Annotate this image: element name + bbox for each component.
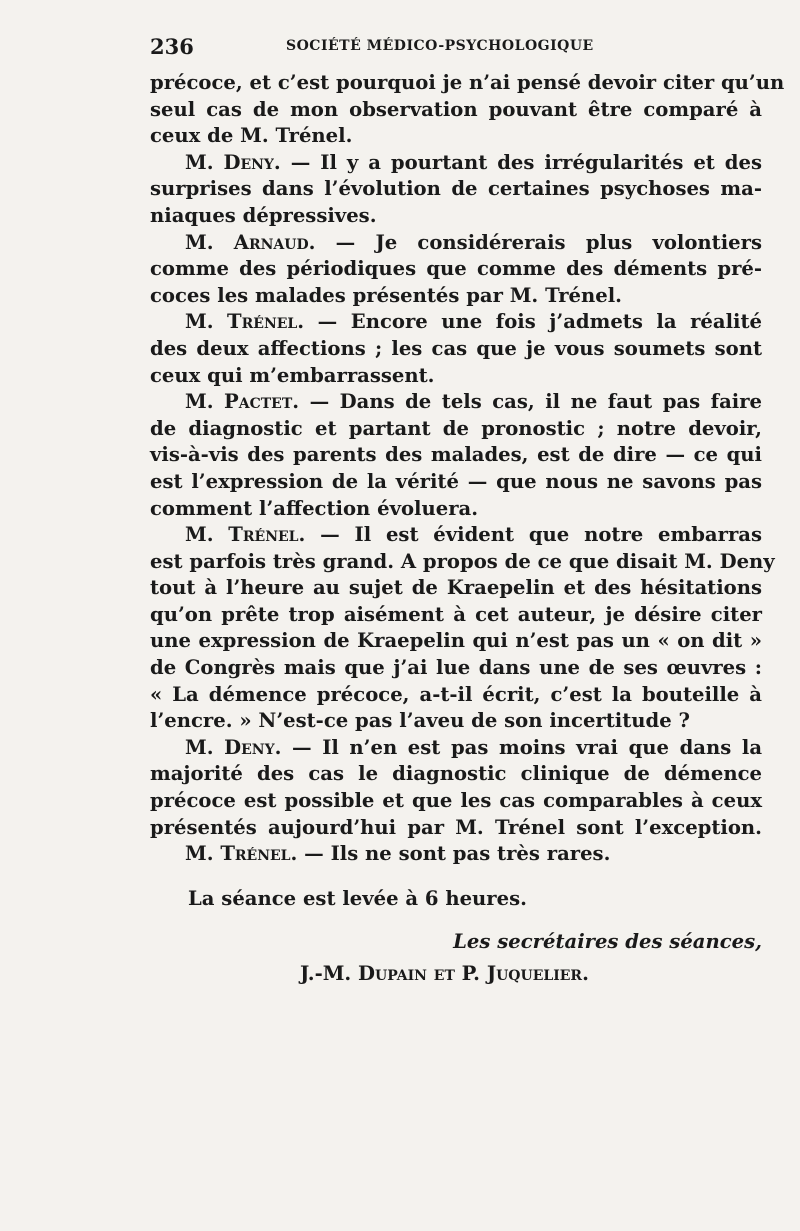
- text-line: [150, 150, 762, 177]
- running-head-title: SOCIÉTÉ MÉDICO-PSYCHOLOGIQUE: [286, 38, 594, 54]
- signature-names: J.-M. Dupain et P. Juquelier.: [300, 962, 589, 986]
- text-line: [150, 283, 762, 310]
- text-line: [150, 469, 762, 496]
- text-line: [150, 761, 762, 788]
- line-text: vis-à-vis des parents des malades, est de dire — ce qui: [150, 443, 762, 467]
- speaker-name: M. Pactet.: [185, 390, 300, 414]
- line-text: précoce est possible et que les cas comparables à ceux: [150, 789, 762, 813]
- line-text: — Ils ne sont pas très rares.: [297, 842, 611, 866]
- line-text: l’encre. » N’est-ce pas l’aveu de son incertitude ?: [150, 709, 690, 733]
- text-line: [150, 708, 762, 735]
- text-line: [150, 575, 762, 602]
- line-text: — Dans de tels cas, il ne faut pas faire: [299, 390, 762, 414]
- line-text: — Il est évident que notre embarras: [305, 523, 762, 547]
- text-line: [150, 363, 762, 390]
- text-line: [150, 97, 762, 124]
- line-text: — Il y a pourtant des irrégularités et des: [280, 150, 762, 174]
- text-line: [150, 602, 762, 629]
- text-line: [150, 549, 775, 576]
- text-line: [150, 496, 762, 523]
- page-number: 236: [150, 34, 194, 59]
- line-text: de Congrès mais que j’ai lue dans une de ses œuvres :: [150, 656, 762, 680]
- speaker-name: M. Trénel.: [185, 842, 298, 866]
- line-text: des deux affections ; les cas que je vous soumets sont: [150, 336, 762, 360]
- line-text: ceux qui m’embarrassent.: [150, 363, 435, 387]
- speaker-name: M. Deny.: [185, 735, 282, 759]
- line-text: niaques dépressives.: [150, 203, 377, 227]
- line-text: seul cas de mon observation pouvant être comparé à: [150, 97, 762, 121]
- line-text: précoce, et c’est pourquoi je n’ai pensé devoir citer qu’un: [150, 71, 785, 94]
- text-line: [150, 389, 762, 416]
- line-text: est parfois très grand. A propos de ce que disait M. Deny: [150, 549, 775, 573]
- text-line: [150, 70, 785, 97]
- line-text: tout à l’heure au sujet de Kraepelin et des hésitations: [150, 576, 762, 600]
- text-line: [150, 788, 762, 815]
- line-text: comme des périodiques que comme des déments pré-: [150, 257, 762, 281]
- text-line: [150, 176, 762, 203]
- text-line: [150, 655, 762, 682]
- text-line: [150, 841, 762, 868]
- signature-label: Les secrétaires des séances,: [453, 929, 762, 953]
- text-line: [150, 628, 762, 655]
- adjournment-line: La séance est levée à 6 heures.: [188, 887, 527, 910]
- text-line: [150, 416, 762, 443]
- line-text: présentés aujourd’hui par M. Trénel sont l’exception.: [150, 815, 762, 839]
- line-text: ceux de M. Trénel.: [150, 124, 353, 148]
- text-line: [150, 230, 762, 257]
- speaker-name: M. Deny.: [185, 150, 281, 174]
- speaker-name: M. Arnaud.: [185, 230, 316, 254]
- line-text: « La démence précoce, a-t-il écrit, c’est la bouteille à: [150, 682, 762, 706]
- text-line: [150, 309, 762, 336]
- speaker-name: M. Trénel.: [185, 310, 305, 334]
- line-text: — Je considérerais plus volontiers: [315, 230, 762, 254]
- text-line: [150, 442, 762, 469]
- line-text: de diagnostic et partant de pronostic ; notre devoir,: [150, 416, 762, 440]
- text-line: [150, 522, 762, 549]
- text-line: [150, 336, 762, 363]
- line-text: surprises dans l’évolution de certaines psychoses ma-: [150, 177, 762, 201]
- line-text: une expression de Kraepelin qui n’est pas un « on dit »: [150, 629, 762, 653]
- text-line: [150, 123, 762, 150]
- speaker-name: M. Trénel.: [185, 523, 306, 547]
- text-line: [150, 735, 762, 762]
- body-text: [150, 70, 785, 868]
- text-line: [150, 256, 762, 283]
- line-text: comment l’affection évoluera.: [150, 496, 479, 520]
- running-head: [150, 34, 762, 62]
- line-text: coces les malades présentés par M. Trénel.: [150, 283, 622, 307]
- line-text: — Il n’en est pas moins vrai que dans la: [281, 735, 763, 759]
- text-line: [150, 815, 762, 842]
- line-text: est l’expression de la vérité — que nous ne savons pas: [150, 469, 762, 493]
- text-line: [150, 203, 762, 230]
- text-line: [150, 682, 762, 709]
- line-text: majorité des cas le diagnostic clinique de démence: [150, 762, 762, 786]
- line-text: — Encore une fois j’admets la réalité: [304, 310, 762, 334]
- line-text: qu’on prête trop aisément à cet auteur, je désire citer: [150, 602, 762, 626]
